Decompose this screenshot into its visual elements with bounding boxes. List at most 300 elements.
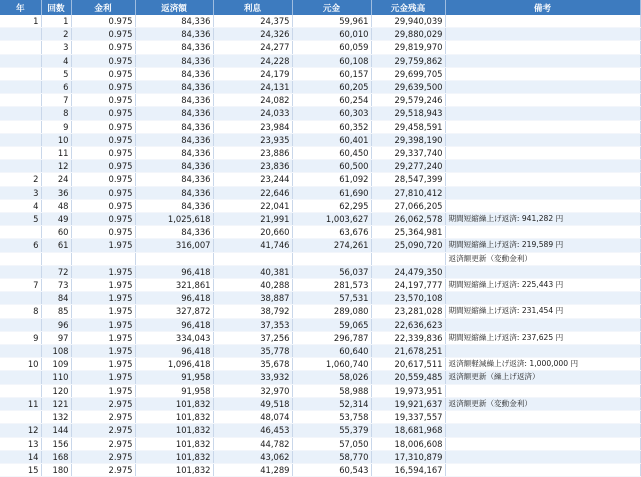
rate-cell[interactable]: 1.975	[71, 331, 135, 344]
remarks-header[interactable]: 備考	[445, 0, 640, 15]
rate-cell[interactable]: 0.975	[71, 15, 135, 28]
table-row[interactable]	[0, 345, 640, 358]
year-cell[interactable]	[0, 67, 41, 80]
count-cell[interactable]: 96	[41, 318, 71, 331]
table-row[interactable]	[0, 213, 640, 226]
year-cell[interactable]: 10	[0, 358, 41, 371]
balance-cell[interactable]: 22,636,623	[371, 318, 445, 331]
count-cell[interactable]: 5	[41, 67, 71, 80]
payment-cell[interactable]: 1,096,418	[135, 358, 213, 371]
principal-cell[interactable]: 60,450	[292, 147, 371, 160]
table-row[interactable]	[0, 358, 640, 371]
principal-cell[interactable]: 60,157	[292, 67, 371, 80]
table-row[interactable]	[0, 318, 640, 331]
count-header[interactable]: 回数	[41, 0, 71, 15]
count-cell[interactable]: 10	[41, 133, 71, 146]
rate-cell[interactable]: 0.975	[71, 226, 135, 239]
remarks-cell[interactable]	[445, 318, 640, 331]
remarks-cell[interactable]	[445, 120, 640, 133]
principal-cell[interactable]: 61,690	[292, 186, 371, 199]
principal-cell[interactable]: 61,092	[292, 173, 371, 186]
year-cell[interactable]	[0, 318, 41, 331]
interest-cell[interactable]: 24,326	[213, 28, 292, 41]
table-row[interactable]	[0, 411, 640, 424]
remarks-cell[interactable]	[445, 147, 640, 160]
principal-cell[interactable]: 58,988	[292, 384, 371, 397]
remarks-cell[interactable]: 返済額更新（変動金利）	[445, 397, 640, 410]
remarks-cell[interactable]: 返済額更新（変動金利）	[445, 252, 640, 265]
count-cell[interactable]	[41, 252, 71, 265]
remarks-cell[interactable]	[445, 265, 640, 278]
interest-cell[interactable]: 24,082	[213, 94, 292, 107]
remarks-cell[interactable]	[445, 160, 640, 173]
payment-cell[interactable]: 101,832	[135, 424, 213, 437]
count-cell[interactable]: 8	[41, 107, 71, 120]
table-row[interactable]	[0, 120, 640, 133]
year-cell[interactable]	[0, 160, 41, 173]
payment-header[interactable]: 返済額	[135, 0, 213, 15]
count-cell[interactable]: 97	[41, 331, 71, 344]
year-cell[interactable]	[0, 81, 41, 94]
payment-cell[interactable]: 96,418	[135, 265, 213, 278]
balance-cell[interactable]: 29,458,591	[371, 120, 445, 133]
table-row[interactable]	[0, 437, 640, 450]
interest-cell[interactable]: 40,288	[213, 279, 292, 292]
count-cell[interactable]: 49	[41, 213, 71, 226]
payment-cell[interactable]: 96,418	[135, 345, 213, 358]
count-cell[interactable]: 1	[41, 15, 71, 28]
payment-cell[interactable]: 101,832	[135, 397, 213, 410]
year-cell[interactable]	[0, 384, 41, 397]
remarks-cell[interactable]	[445, 199, 640, 212]
year-cell[interactable]: 2	[0, 173, 41, 186]
payment-cell[interactable]: 1,025,618	[135, 213, 213, 226]
payment-cell[interactable]: 321,861	[135, 279, 213, 292]
principal-cell[interactable]: 58,770	[292, 450, 371, 463]
principal-cell[interactable]: 55,379	[292, 424, 371, 437]
table-row[interactable]	[0, 279, 640, 292]
table-row[interactable]	[0, 384, 640, 397]
remarks-cell[interactable]	[445, 437, 640, 450]
interest-cell[interactable]: 48,074	[213, 411, 292, 424]
payment-cell[interactable]: 91,958	[135, 384, 213, 397]
interest-cell[interactable]: 24,375	[213, 15, 292, 28]
count-cell[interactable]: 168	[41, 450, 71, 463]
payment-cell[interactable]: 96,418	[135, 292, 213, 305]
rate-cell[interactable]: 1.975	[71, 345, 135, 358]
balance-cell[interactable]	[371, 252, 445, 265]
principal-cell[interactable]: 60,205	[292, 81, 371, 94]
payment-cell[interactable]: 101,832	[135, 437, 213, 450]
table-row[interactable]	[0, 67, 640, 80]
table-row[interactable]	[0, 173, 640, 186]
count-cell[interactable]: 24	[41, 173, 71, 186]
balance-cell[interactable]: 29,639,500	[371, 81, 445, 94]
remarks-cell[interactable]	[445, 15, 640, 28]
count-cell[interactable]: 120	[41, 384, 71, 397]
principal-cell[interactable]: 57,531	[292, 292, 371, 305]
year-cell[interactable]	[0, 41, 41, 54]
payment-cell[interactable]: 84,336	[135, 160, 213, 173]
year-cell[interactable]: 9	[0, 331, 41, 344]
year-cell[interactable]: 3	[0, 186, 41, 199]
table-row[interactable]	[0, 147, 640, 160]
principal-cell[interactable]: 1,060,740	[292, 358, 371, 371]
remarks-cell[interactable]	[445, 133, 640, 146]
interest-cell[interactable]: 38,887	[213, 292, 292, 305]
rate-cell[interactable]: 1.975	[71, 239, 135, 252]
count-cell[interactable]: 85	[41, 305, 71, 318]
count-cell[interactable]: 6	[41, 81, 71, 94]
balance-cell[interactable]: 29,398,190	[371, 133, 445, 146]
remarks-cell[interactable]	[445, 173, 640, 186]
payment-cell[interactable]: 84,336	[135, 41, 213, 54]
payment-cell[interactable]: 101,832	[135, 450, 213, 463]
rate-cell[interactable]: 0.975	[71, 213, 135, 226]
remarks-cell[interactable]	[445, 94, 640, 107]
balance-cell[interactable]: 19,337,557	[371, 411, 445, 424]
interest-cell[interactable]: 37,256	[213, 331, 292, 344]
interest-cell[interactable]: 46,453	[213, 424, 292, 437]
interest-cell[interactable]: 23,836	[213, 160, 292, 173]
balance-cell[interactable]: 29,819,970	[371, 41, 445, 54]
year-cell[interactable]	[0, 147, 41, 160]
principal-header[interactable]: 元金	[292, 0, 371, 15]
interest-cell[interactable]: 38,792	[213, 305, 292, 318]
table-row[interactable]	[0, 28, 640, 41]
count-cell[interactable]: 144	[41, 424, 71, 437]
principal-cell[interactable]: 60,500	[292, 160, 371, 173]
interest-cell[interactable]: 35,678	[213, 358, 292, 371]
interest-cell[interactable]: 23,935	[213, 133, 292, 146]
interest-cell[interactable]: 24,277	[213, 41, 292, 54]
interest-cell[interactable]: 43,062	[213, 450, 292, 463]
year-cell[interactable]	[0, 54, 41, 67]
balance-cell[interactable]: 17,310,879	[371, 450, 445, 463]
interest-cell[interactable]: 41,746	[213, 239, 292, 252]
table-row[interactable]	[0, 15, 640, 28]
payment-cell[interactable]: 84,336	[135, 94, 213, 107]
remarks-cell[interactable]	[445, 28, 640, 41]
rate-cell[interactable]: 1.975	[71, 358, 135, 371]
table-row[interactable]	[0, 186, 640, 199]
balance-cell[interactable]: 23,281,028	[371, 305, 445, 318]
count-cell[interactable]: 60	[41, 226, 71, 239]
interest-cell[interactable]: 21,991	[213, 213, 292, 226]
remarks-cell[interactable]	[445, 384, 640, 397]
balance-cell[interactable]: 29,277,240	[371, 160, 445, 173]
principal-cell[interactable]: 296,787	[292, 331, 371, 344]
count-cell[interactable]: 180	[41, 463, 71, 476]
remarks-cell[interactable]: 返済額軽減繰上げ返済: 1,000,000 円	[445, 358, 640, 371]
payment-cell[interactable]: 316,007	[135, 239, 213, 252]
table-row[interactable]	[0, 107, 640, 120]
interest-cell[interactable]: 24,033	[213, 107, 292, 120]
principal-cell[interactable]: 60,254	[292, 94, 371, 107]
table-row[interactable]	[0, 292, 640, 305]
year-cell[interactable]: 7	[0, 279, 41, 292]
table-row[interactable]	[0, 133, 640, 146]
interest-header[interactable]: 利息	[213, 0, 292, 15]
payment-cell[interactable]: 334,043	[135, 331, 213, 344]
rate-cell[interactable]: 0.975	[71, 120, 135, 133]
year-cell[interactable]	[0, 107, 41, 120]
principal-cell[interactable]: 281,573	[292, 279, 371, 292]
rate-cell[interactable]: 2.975	[71, 450, 135, 463]
payment-cell[interactable]: 84,336	[135, 226, 213, 239]
rate-cell[interactable]: 0.975	[71, 133, 135, 146]
balance-header[interactable]: 元金残高	[371, 0, 445, 15]
year-cell[interactable]	[0, 28, 41, 41]
payment-cell[interactable]: 84,336	[135, 81, 213, 94]
count-cell[interactable]: 72	[41, 265, 71, 278]
principal-cell[interactable]: 56,037	[292, 265, 371, 278]
principal-cell[interactable]: 60,352	[292, 120, 371, 133]
year-cell[interactable]: 8	[0, 305, 41, 318]
balance-cell[interactable]: 25,090,720	[371, 239, 445, 252]
interest-cell[interactable]: 44,782	[213, 437, 292, 450]
count-cell[interactable]: 9	[41, 120, 71, 133]
year-cell[interactable]	[0, 120, 41, 133]
remarks-cell[interactable]: 期間短縮繰上げ返済: 237,625 円	[445, 331, 640, 344]
payment-cell[interactable]: 101,832	[135, 411, 213, 424]
balance-cell[interactable]: 20,617,511	[371, 358, 445, 371]
remarks-cell[interactable]	[445, 424, 640, 437]
payment-cell[interactable]: 84,336	[135, 186, 213, 199]
remarks-cell[interactable]	[445, 54, 640, 67]
balance-cell[interactable]: 28,547,399	[371, 173, 445, 186]
count-cell[interactable]: 2	[41, 28, 71, 41]
count-cell[interactable]: 84	[41, 292, 71, 305]
remarks-cell[interactable]	[445, 41, 640, 54]
rate-cell[interactable]: 0.975	[71, 28, 135, 41]
rate-cell[interactable]: 2.975	[71, 397, 135, 410]
payment-cell[interactable]: 327,872	[135, 305, 213, 318]
table-row[interactable]	[0, 239, 640, 252]
principal-cell[interactable]: 60,010	[292, 28, 371, 41]
principal-cell[interactable]: 60,303	[292, 107, 371, 120]
rate-cell[interactable]: 0.975	[71, 54, 135, 67]
balance-cell[interactable]: 24,479,350	[371, 265, 445, 278]
year-cell[interactable]: 14	[0, 450, 41, 463]
principal-cell[interactable]: 60,059	[292, 41, 371, 54]
table-row[interactable]	[0, 305, 640, 318]
remarks-cell[interactable]	[445, 411, 640, 424]
interest-cell[interactable]: 24,131	[213, 81, 292, 94]
year-cell[interactable]	[0, 371, 41, 384]
payment-cell[interactable]: 84,336	[135, 173, 213, 186]
payment-cell[interactable]: 84,336	[135, 120, 213, 133]
balance-cell[interactable]: 29,699,705	[371, 67, 445, 80]
balance-cell[interactable]: 23,570,108	[371, 292, 445, 305]
principal-cell[interactable]: 60,401	[292, 133, 371, 146]
interest-cell[interactable]: 33,932	[213, 371, 292, 384]
interest-cell[interactable]: 22,646	[213, 186, 292, 199]
balance-cell[interactable]: 29,518,943	[371, 107, 445, 120]
balance-cell[interactable]: 18,681,968	[371, 424, 445, 437]
remarks-cell[interactable]	[445, 107, 640, 120]
interest-cell[interactable]: 35,778	[213, 345, 292, 358]
rate-cell[interactable]: 0.975	[71, 81, 135, 94]
count-cell[interactable]: 73	[41, 279, 71, 292]
count-cell[interactable]: 48	[41, 199, 71, 212]
payment-cell[interactable]: 91,958	[135, 371, 213, 384]
table-row[interactable]	[0, 371, 640, 384]
year-cell[interactable]	[0, 226, 41, 239]
payment-cell[interactable]	[135, 252, 213, 265]
count-cell[interactable]: 109	[41, 358, 71, 371]
count-cell[interactable]: 4	[41, 54, 71, 67]
remarks-cell[interactable]: 期間短縮繰上げ返済: 219,589 円	[445, 239, 640, 252]
remarks-cell[interactable]	[445, 67, 640, 80]
year-cell[interactable]	[0, 252, 41, 265]
rate-cell[interactable]: 0.975	[71, 41, 135, 54]
balance-cell[interactable]: 18,006,608	[371, 437, 445, 450]
remarks-cell[interactable]: 期間短縮繰上げ返済: 941,282 円	[445, 213, 640, 226]
table-row[interactable]	[0, 81, 640, 94]
remarks-cell[interactable]: 期間短縮繰上げ返済: 231,454 円	[445, 305, 640, 318]
rate-cell[interactable]: 1.975	[71, 305, 135, 318]
rate-cell[interactable]: 1.975	[71, 279, 135, 292]
payment-cell[interactable]: 84,336	[135, 147, 213, 160]
remarks-cell[interactable]	[445, 450, 640, 463]
principal-cell[interactable]: 60,640	[292, 345, 371, 358]
interest-cell[interactable]: 23,984	[213, 120, 292, 133]
table-row[interactable]	[0, 397, 640, 410]
rate-cell[interactable]: 2.975	[71, 424, 135, 437]
interest-cell[interactable]: 32,970	[213, 384, 292, 397]
interest-cell[interactable]: 24,228	[213, 54, 292, 67]
payment-cell[interactable]: 84,336	[135, 54, 213, 67]
payment-cell[interactable]: 84,336	[135, 133, 213, 146]
count-cell[interactable]: 12	[41, 160, 71, 173]
payment-cell[interactable]: 84,336	[135, 15, 213, 28]
count-cell[interactable]: 121	[41, 397, 71, 410]
rate-cell[interactable]: 0.975	[71, 199, 135, 212]
rate-cell[interactable]: 2.975	[71, 463, 135, 476]
year-cell[interactable]: 5	[0, 213, 41, 226]
payment-cell[interactable]: 84,336	[135, 67, 213, 80]
table-row[interactable]	[0, 252, 640, 265]
principal-cell[interactable]	[292, 252, 371, 265]
count-cell[interactable]: 11	[41, 147, 71, 160]
principal-cell[interactable]: 59,961	[292, 15, 371, 28]
rate-header[interactable]: 金利	[71, 0, 135, 15]
interest-cell[interactable]: 41,289	[213, 463, 292, 476]
rate-cell[interactable]: 0.975	[71, 67, 135, 80]
table-row[interactable]	[0, 450, 640, 463]
year-cell[interactable]: 4	[0, 199, 41, 212]
table-row[interactable]	[0, 94, 640, 107]
year-cell[interactable]	[0, 265, 41, 278]
interest-cell[interactable]: 37,353	[213, 318, 292, 331]
rate-cell[interactable]: 0.975	[71, 186, 135, 199]
principal-cell[interactable]: 62,295	[292, 199, 371, 212]
table-row[interactable]	[0, 54, 640, 67]
payment-cell[interactable]: 101,832	[135, 463, 213, 476]
payment-cell[interactable]: 96,418	[135, 318, 213, 331]
payment-cell[interactable]: 84,336	[135, 28, 213, 41]
table-row[interactable]	[0, 331, 640, 344]
year-cell[interactable]: 13	[0, 437, 41, 450]
interest-cell[interactable]: 23,886	[213, 147, 292, 160]
year-header[interactable]: 年	[0, 0, 41, 15]
principal-cell[interactable]: 289,080	[292, 305, 371, 318]
balance-cell[interactable]: 29,940,039	[371, 15, 445, 28]
principal-cell[interactable]: 59,065	[292, 318, 371, 331]
year-cell[interactable]	[0, 94, 41, 107]
remarks-cell[interactable]	[445, 226, 640, 239]
principal-cell[interactable]: 53,758	[292, 411, 371, 424]
remarks-cell[interactable]	[445, 292, 640, 305]
principal-cell[interactable]: 274,261	[292, 239, 371, 252]
principal-cell[interactable]: 63,676	[292, 226, 371, 239]
principal-cell[interactable]: 1,003,627	[292, 213, 371, 226]
balance-cell[interactable]: 20,559,485	[371, 371, 445, 384]
interest-cell[interactable]	[213, 252, 292, 265]
rate-cell[interactable]: 1.975	[71, 292, 135, 305]
count-cell[interactable]: 110	[41, 371, 71, 384]
year-cell[interactable]: 12	[0, 424, 41, 437]
interest-cell[interactable]: 20,660	[213, 226, 292, 239]
count-cell[interactable]: 132	[41, 411, 71, 424]
year-cell[interactable]: 1	[0, 15, 41, 28]
interest-cell[interactable]: 49,518	[213, 397, 292, 410]
rate-cell[interactable]: 0.975	[71, 107, 135, 120]
balance-cell[interactable]: 21,678,251	[371, 345, 445, 358]
table-row[interactable]	[0, 160, 640, 173]
count-cell[interactable]: 7	[41, 94, 71, 107]
remarks-cell[interactable]	[445, 345, 640, 358]
count-cell[interactable]: 3	[41, 41, 71, 54]
rate-cell[interactable]: 1.975	[71, 384, 135, 397]
remarks-cell[interactable]: 返済額更新（繰上げ返済）	[445, 371, 640, 384]
balance-cell[interactable]: 27,066,205	[371, 199, 445, 212]
count-cell[interactable]: 61	[41, 239, 71, 252]
principal-cell[interactable]: 60,543	[292, 463, 371, 476]
year-cell[interactable]: 11	[0, 397, 41, 410]
balance-cell[interactable]: 24,197,777	[371, 279, 445, 292]
principal-cell[interactable]: 58,026	[292, 371, 371, 384]
balance-cell[interactable]: 29,759,862	[371, 54, 445, 67]
year-cell[interactable]: 6	[0, 239, 41, 252]
payment-cell[interactable]: 84,336	[135, 107, 213, 120]
balance-cell[interactable]: 16,594,167	[371, 463, 445, 476]
table-row[interactable]	[0, 463, 640, 476]
principal-cell[interactable]: 52,314	[292, 397, 371, 410]
balance-cell[interactable]: 29,880,029	[371, 28, 445, 41]
table-row[interactable]	[0, 199, 640, 212]
interest-cell[interactable]: 23,244	[213, 173, 292, 186]
interest-cell[interactable]: 40,381	[213, 265, 292, 278]
balance-cell[interactable]: 22,339,836	[371, 331, 445, 344]
balance-cell[interactable]: 29,579,246	[371, 94, 445, 107]
year-cell[interactable]	[0, 292, 41, 305]
balance-cell[interactable]: 19,921,637	[371, 397, 445, 410]
table-row[interactable]	[0, 226, 640, 239]
remarks-cell[interactable]	[445, 186, 640, 199]
balance-cell[interactable]: 25,364,981	[371, 226, 445, 239]
balance-cell[interactable]: 27,810,412	[371, 186, 445, 199]
remarks-cell[interactable]	[445, 463, 640, 476]
rate-cell[interactable]: 2.975	[71, 437, 135, 450]
rate-cell[interactable]: 1.975	[71, 265, 135, 278]
remarks-cell[interactable]	[445, 81, 640, 94]
rate-cell[interactable]	[71, 252, 135, 265]
count-cell[interactable]: 36	[41, 186, 71, 199]
count-cell[interactable]: 156	[41, 437, 71, 450]
principal-cell[interactable]: 57,050	[292, 437, 371, 450]
